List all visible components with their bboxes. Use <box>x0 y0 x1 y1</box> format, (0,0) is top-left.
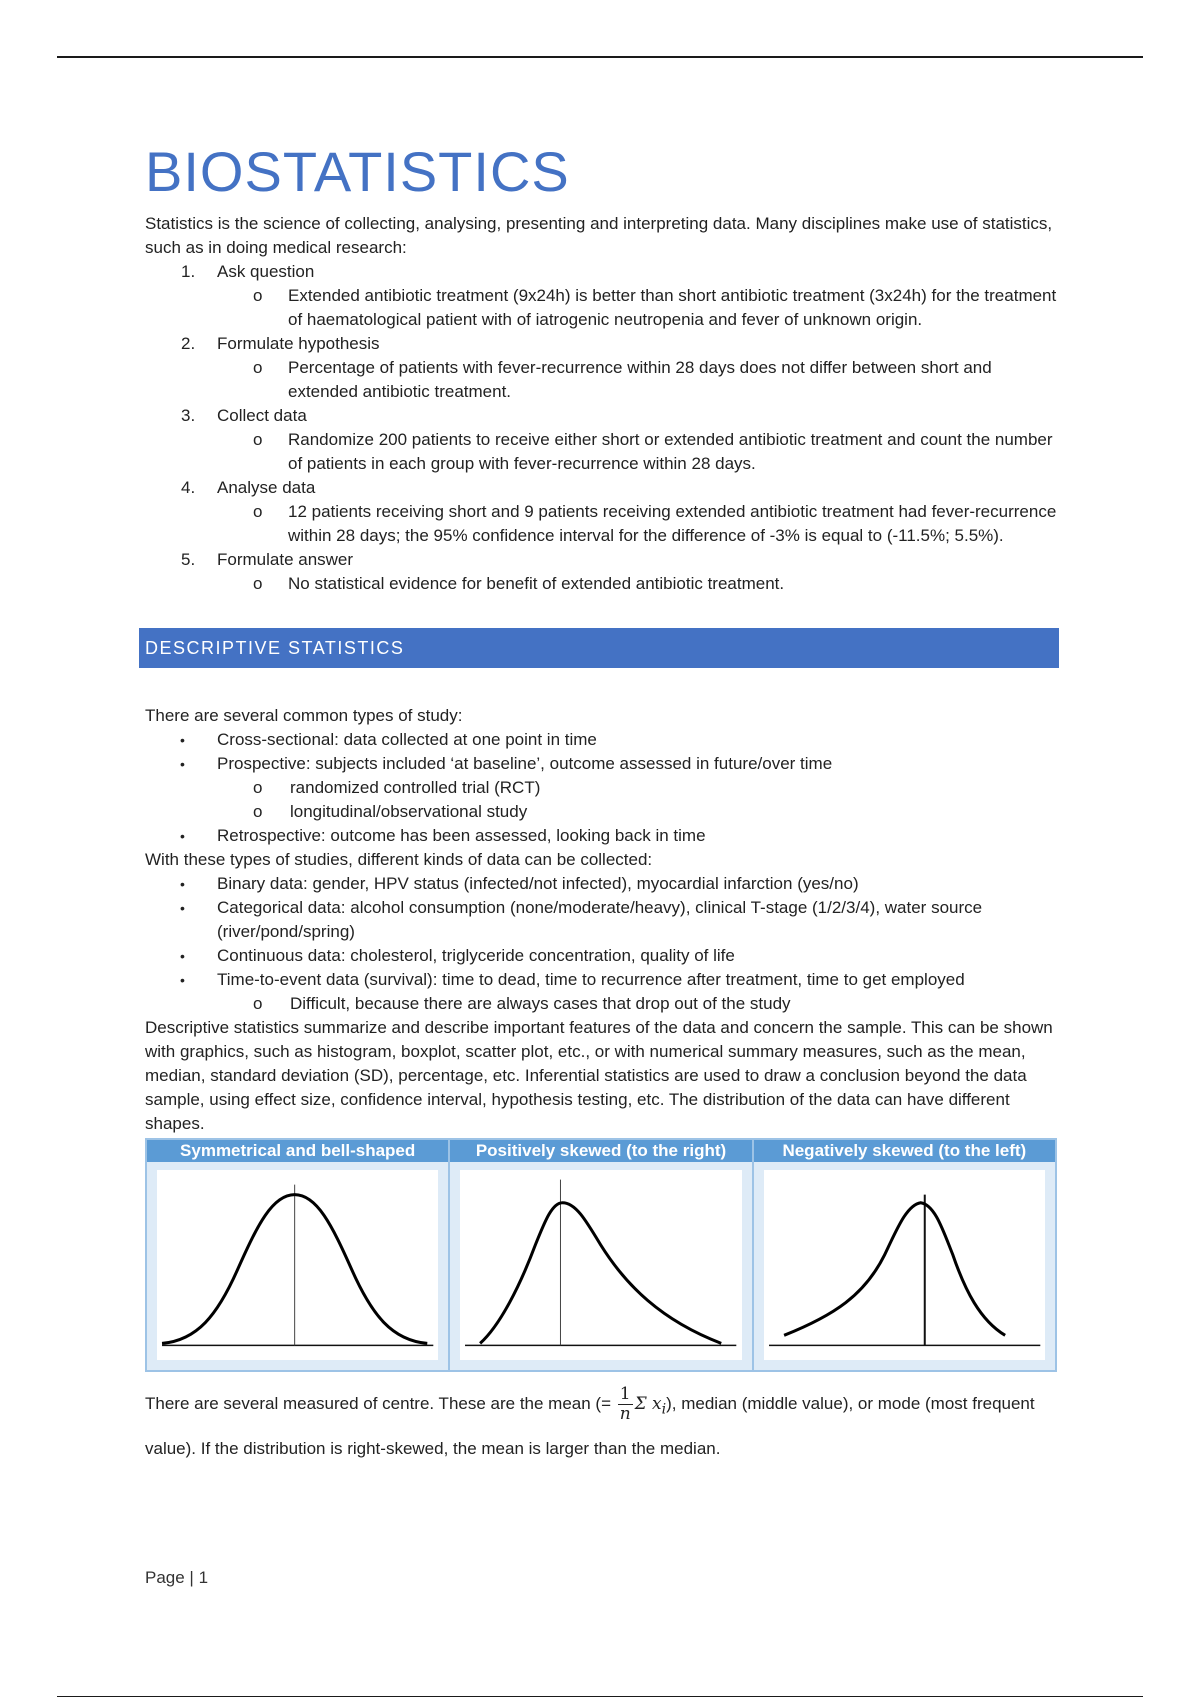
page-title: BIOSTATISTICS <box>145 140 570 203</box>
list-item <box>145 824 1057 848</box>
measures-paragraph <box>145 1384 1057 1469</box>
list-item-text: Binary data: gender, HPV status (infected/not infected), myocardial infarction (yes/no) <box>217 874 859 893</box>
data-intro: With these types of studies, different kinds of data can be collected: <box>145 850 653 869</box>
bullet-icon: • <box>180 948 185 964</box>
bullet-icon: • <box>180 732 185 748</box>
list-item-text: Categorical data: alcohol consumption (none/moderate/heavy), clinical T-stage (1/2/3/4), water source (river/pond/spring) <box>217 898 983 941</box>
fraction-denominator: n <box>619 1404 631 1425</box>
sum-symbol: Σ x <box>634 1394 662 1414</box>
list-item-text: Time-to-event data (survival): time to dead, time to recurrence after treatment, time to get employed <box>217 970 965 989</box>
step-number: 1. <box>181 262 196 281</box>
measures-text-after: ), median (middle value), or mode (most frequent value). If the distribution is right-skewed, the mean is larger than the median. <box>145 1394 1035 1459</box>
list-subitem-text: randomized controlled trial (RCT) <box>290 778 541 797</box>
list-item <box>145 752 1057 776</box>
bullet-icon: • <box>180 900 185 916</box>
sub-bullet-icon: o <box>253 286 263 305</box>
shape-figure <box>754 1162 1055 1370</box>
step-number: 3. <box>181 406 196 425</box>
shape-heading: Positively skewed (to the right) <box>450 1140 751 1162</box>
step-item <box>145 476 1057 500</box>
sub-bullet-icon: o <box>253 802 263 821</box>
step-label: Formulate hypothesis <box>217 334 380 353</box>
step-item <box>145 260 1057 284</box>
list-item-text: Prospective: subjects included ‘at baseline’, outcome assessed in future/over time <box>217 754 833 773</box>
shape-column-symmetrical <box>147 1140 450 1370</box>
step-number: 5. <box>181 550 196 569</box>
list-item <box>145 968 1057 992</box>
list-item-text: Retrospective: outcome has been assessed, looking back in time <box>217 826 706 845</box>
step-label: Ask question <box>217 262 315 281</box>
shape-figure <box>147 1162 448 1370</box>
bullet-icon: • <box>180 876 185 892</box>
step-item <box>145 332 1057 356</box>
step-detail-text: Randomize 200 patients to receive either short or extended antibiotic treatment and count the number of patients in each group with fever-recurrence within 28 days. <box>288 430 1053 473</box>
page-number: Page | 1 <box>145 1568 209 1587</box>
step-item <box>145 548 1057 572</box>
intro-paragraph: Statistics is the science of collecting, analysing, presenting and interpreting data. Many disciplines make use of statistics, such as in doing medical research: <box>145 214 1053 257</box>
list-subitem-text: Difficult, because there are always cases that drop out of the study <box>290 994 791 1013</box>
step-detail <box>145 284 1057 332</box>
bullet-icon: • <box>180 828 185 844</box>
list-item-text: Continuous data: cholesterol, triglyceride concentration, quality of life <box>217 946 735 965</box>
list-subitem <box>145 992 1057 1016</box>
list-subitem-text: longitudinal/observational study <box>290 802 528 821</box>
list-item <box>145 944 1057 968</box>
step-label: Collect data <box>217 406 307 425</box>
distribution-shapes-table <box>145 1138 1057 1372</box>
sum-index: i <box>661 1401 667 1418</box>
shape-column-negative <box>754 1140 1055 1370</box>
step-detail-text: Percentage of patients with fever-recurrence within 28 days does not differ between short and extended antibiotic treatment. <box>288 358 992 401</box>
step-detail-text: Extended antibiotic treatment (9x24h) is better than short antibiotic treatment (3x24h) for the treatment of haematological patient with of iatrogenic neutropenia and fever of unknown origin. <box>288 286 1057 329</box>
step-item <box>145 404 1057 428</box>
step-number: 4. <box>181 478 196 497</box>
right-skew-curve-icon <box>460 1170 741 1360</box>
footer-rule <box>57 1696 1143 1697</box>
list-item <box>145 728 1057 752</box>
shape-column-positive <box>450 1140 753 1370</box>
research-steps <box>145 260 1057 596</box>
symmetric-curve-icon <box>157 1170 438 1360</box>
sub-bullet-icon: o <box>253 778 263 797</box>
sub-bullet-icon: o <box>253 430 263 449</box>
mean-formula-fraction <box>618 1385 633 1424</box>
shape-heading: Negatively skewed (to the left) <box>754 1140 1055 1162</box>
bullet-icon: • <box>180 972 185 988</box>
sub-bullet-icon: o <box>253 358 263 377</box>
measures-text-before: There are several measured of centre. These are the mean (= <box>145 1394 612 1413</box>
left-skew-curve-icon <box>764 1170 1045 1360</box>
step-number: 2. <box>181 334 196 353</box>
header-rule <box>57 56 1143 58</box>
sub-bullet-icon: o <box>253 994 263 1013</box>
step-detail-text: No statistical evidence for benefit of extended antibiotic treatment. <box>288 574 785 593</box>
step-detail <box>145 356 1057 404</box>
page-content <box>145 140 1057 1469</box>
section-heading: DESCRIPTIVE STATISTICS <box>139 628 1059 668</box>
list-subitem <box>145 776 1057 800</box>
step-label: Formulate answer <box>217 550 354 569</box>
step-detail <box>145 428 1057 476</box>
shape-heading: Symmetrical and bell-shaped <box>147 1140 448 1162</box>
list-item <box>145 896 1057 944</box>
list-item <box>145 872 1057 896</box>
list-item-text: Cross-sectional: data collected at one point in time <box>217 730 597 749</box>
step-detail <box>145 572 1057 596</box>
sub-bullet-icon: o <box>253 574 263 593</box>
sub-bullet-icon: o <box>253 502 263 521</box>
step-detail <box>145 500 1057 548</box>
descriptive-paragraph: Descriptive statistics summarize and describe important features of the data and concern the sample. This can be shown with graphics, such as histogram, boxplot, scatter plot, etc., or with numerical summary measures, such as the mean, median, standard deviation (SD), percentage, etc. Inferential statistics are used to draw a conclusion beyond the data sample, using effect size, confidence interval, hypothesis testing, etc. The distribution of the data can have different shapes. <box>145 1018 1053 1133</box>
list-subitem <box>145 800 1057 824</box>
bullet-icon: • <box>180 756 185 772</box>
shape-figure <box>450 1162 751 1370</box>
fraction-numerator: 1 <box>619 1384 631 1405</box>
step-detail-text: 12 patients receiving short and 9 patients receiving extended antibiotic treatment had fever-recurrence within 28 days; the 95% confidence interval for the difference of -3% is equal to (-11.5%; 5.5%). <box>288 502 1057 545</box>
step-label: Analyse data <box>217 478 316 497</box>
study-intro: There are several common types of study: <box>145 706 463 725</box>
